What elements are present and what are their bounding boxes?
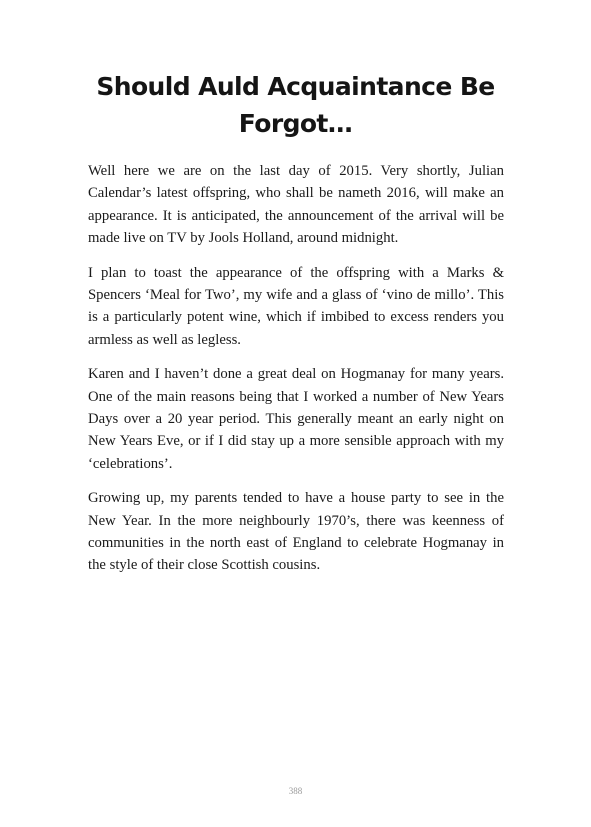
paragraph-3: Karen and I haven’t done a great deal on Hogmanay for many years. One of the main reasons being that I worked a number of New Years Days over a 20 year period. This generally meant an early night on New Years Eve, or if I did stay up a more sensible approach with my ‘celebrations’. <box>88 366 504 472</box>
page-number: 388 <box>288 786 303 796</box>
chapter-title: Should Auld Acquaintance Be Forgot… <box>96 72 495 138</box>
paragraph-1: Well here we are on the last day of 2015. Very shortly, Julian Calendar’s latest offspring, who shall be nameth 2016, will make an appearance. It is anticipated, the announcement of the arrival will be made live on TV by Jools Holland, around midnight. <box>88 163 504 246</box>
paragraph-4: Growing up, my parents tended to have a house party to see in the New Year. In the more neighbourly 1970’s, there was keenness of communities in the north east of England to celebrate Hogmanay in the style of their close Scottish cousins. <box>88 490 504 574</box>
paragraph-2: I plan to toast the appearance of the offspring with a Marks & Spencers ‘Meal for Two’, my wife and a glass of ‘vino de millo’. This is a particularly potent wine, which if imbibed to excess renders you armless as well as legless. <box>88 264 504 348</box>
body-text <box>88 160 504 589</box>
